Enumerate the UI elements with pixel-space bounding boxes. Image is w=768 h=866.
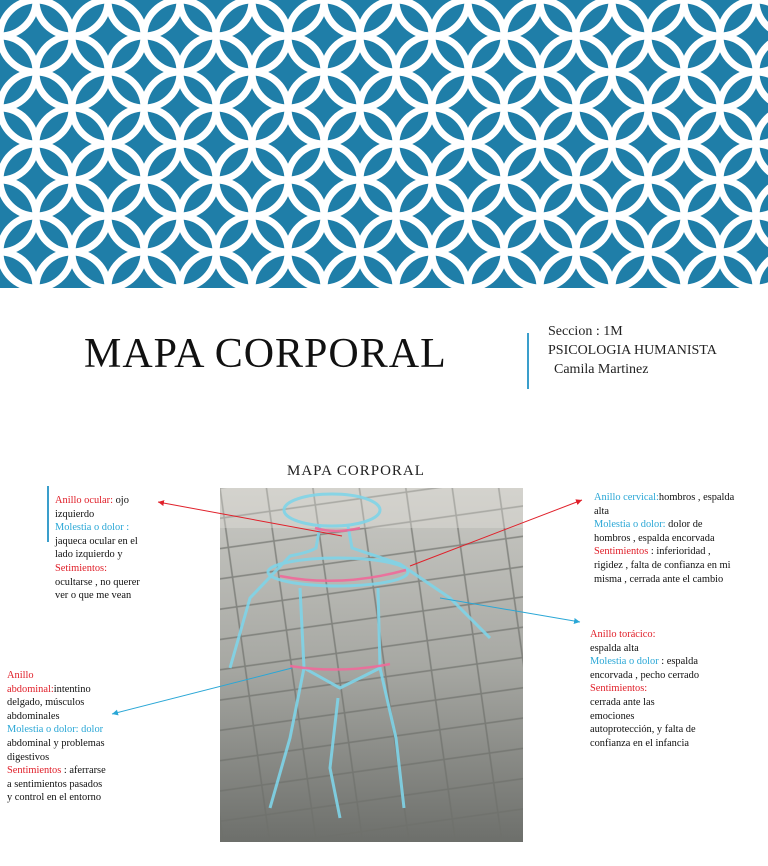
abdominal-ring-value: intentino delgado, músculos abdominales (7, 683, 91, 722)
abdominal-feel-value: : aferrarse a sentimientos pasados y control en el entorno (7, 765, 106, 804)
toracico-feel-label: Sentimientos: (590, 683, 648, 695)
cervical-pain-value: dolor de hombros , espalda encorvada (594, 519, 715, 544)
section-text: Seccion : 1M (548, 324, 623, 339)
toracico-pain-value: : espalda encorvada , pecho cerrado (590, 656, 700, 681)
note-abdominal (7, 669, 107, 805)
abdominal-feel-label: Sentimientos (7, 765, 62, 777)
author-name: Camila Martinez (554, 362, 649, 377)
ocular-feel-value: ocultarse , no querer ver o que me vean (55, 576, 140, 602)
ocular-pain-label: Molestia o dolor : (55, 522, 130, 534)
note-ocular (55, 494, 155, 603)
page-title: MAPA CORPORAL (84, 331, 447, 377)
toracico-ring-label: Anillo torácico: (590, 629, 656, 640)
toracico-pain-label: Molestia o dolor (590, 656, 659, 668)
author-info (548, 322, 717, 379)
ocular-feel-label: Setimientos: (55, 562, 107, 574)
body-map-photo (220, 488, 523, 842)
cervical-pain-label: Molestia o dolor: (594, 519, 666, 531)
abdominal-pain-label: Molestia o dolor: dolor (7, 724, 104, 736)
cervical-feel-label: Sentimientos (594, 546, 649, 558)
note-ocular-bar (47, 486, 49, 542)
toracico-ring-value: espalda alta (590, 642, 639, 654)
cervical-ring-label: Anillo cervical: (594, 492, 659, 503)
toracico-feel-value: cerrada ante las emociones autoprotección, y falta de confianza en el infancia (590, 696, 696, 749)
title-divider (527, 333, 529, 389)
ocular-ring-label: Anillo ocular: (55, 495, 114, 506)
course-text: PSICOLOGIA HUMANISTA (548, 343, 717, 358)
ocular-pain-value: jaqueca ocular en el lado izquierdo y (55, 535, 138, 561)
cervical-ring-value: hombros , espalda alta (594, 492, 735, 517)
note-toracico (590, 628, 700, 750)
circle-lattice-pattern (0, 0, 768, 288)
map-subtitle: MAPA CORPORAL (287, 463, 425, 479)
chalk-outline-image (220, 488, 523, 842)
pattern-banner (0, 0, 768, 288)
abdominal-ring-label: Anillo abdominal: (7, 670, 54, 695)
cervical-feel-value: : inferioridad , rigidez , falta de confianza en mi misma , cerrada ante el cambio (594, 546, 731, 585)
abdominal-pain-value: abdominal y problemas digestivos (7, 737, 105, 763)
note-cervical (594, 491, 736, 586)
ocular-ring-value: ojo izquierdo (55, 495, 129, 520)
